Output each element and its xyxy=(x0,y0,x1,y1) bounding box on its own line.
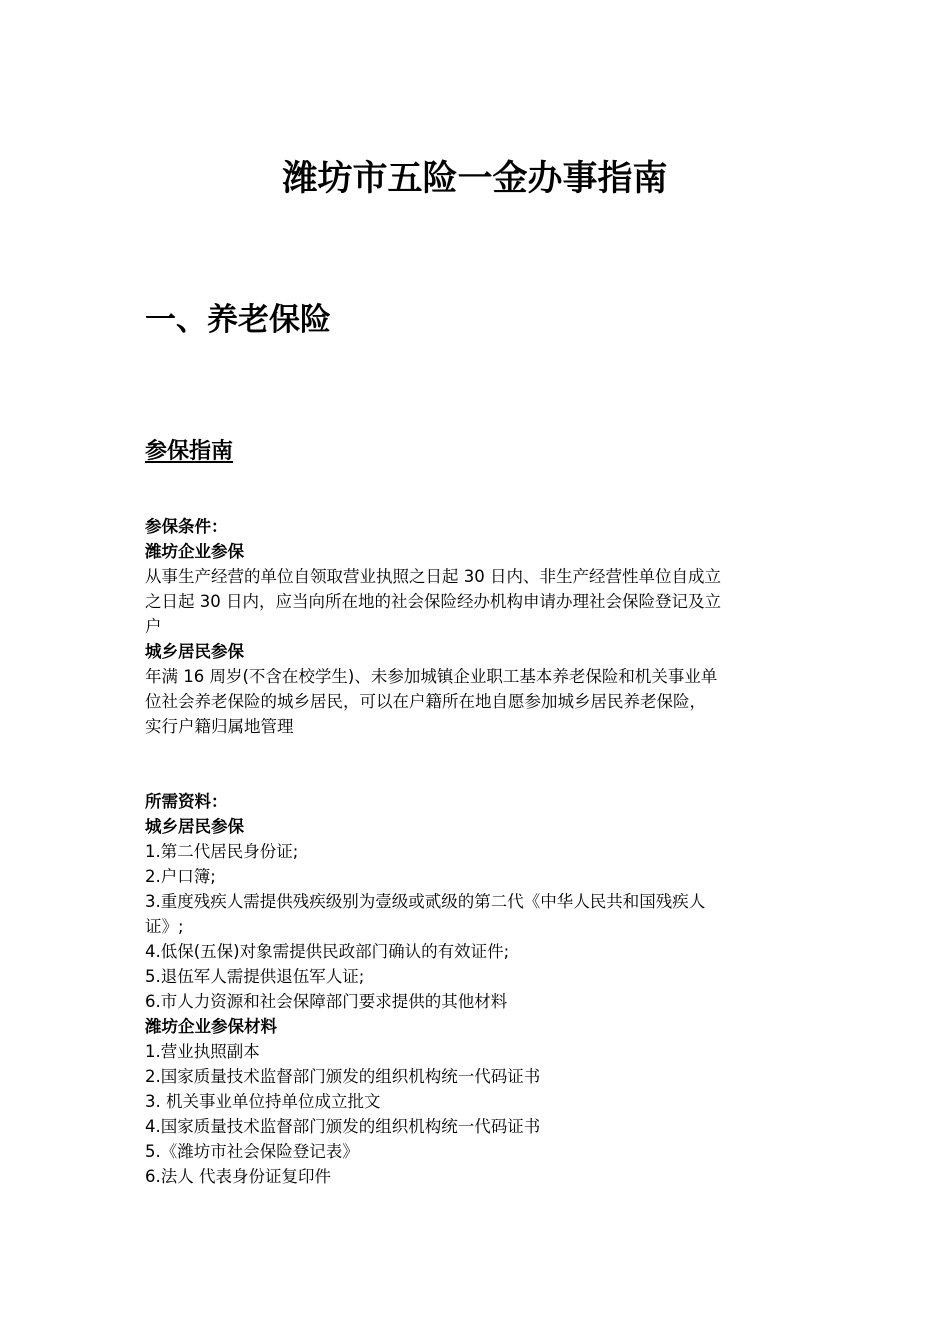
conditions-resident-line: 实行户籍归属地管理 xyxy=(145,717,294,736)
materials-enterprise-item: 3. 机关事业单位持单位成立批文 xyxy=(145,1092,381,1111)
materials-resident-item: 5.退伍军人需提供退伍军人证; xyxy=(145,967,365,986)
section-heading-pension: 一、养老保险 xyxy=(145,302,331,338)
materials-resident-item: 3.重度残疾人需提供残疾级别为壹级或贰级的第二代《中华人民共和国残疾人 xyxy=(145,892,706,911)
materials-resident-item: 4.低保(五保)对象需提供民政部门确认的有效证件; xyxy=(145,942,510,961)
materials-resident-item: 2.户口簿; xyxy=(145,867,216,886)
conditions-resident-line: 位社会养老保险的城乡居民，可以在户籍所在地自愿参加城乡居民养老保险， xyxy=(145,692,706,711)
conditions-enterprise-line: 户 xyxy=(145,617,162,636)
conditions-enterprise-label: 潍坊企业参保 xyxy=(145,542,244,561)
materials-resident-item: 证》; xyxy=(145,917,184,936)
conditions-enterprise-line: 之日起 30 日内，应当向所在地的社会保险经办机构申请办理社会保险登记及立 xyxy=(145,592,721,611)
conditions-label: 参保条件： xyxy=(145,517,228,536)
materials-enterprise-item: 5.《潍坊市社会保险登记表》 xyxy=(145,1142,359,1161)
materials-enterprise-item: 2.国家质量技术监督部门颁发的组织机构统一代码证书 xyxy=(145,1067,541,1086)
materials-resident-item: 1.第二代居民身份证; xyxy=(145,842,299,861)
materials-enterprise-item: 6.法人 代表身份证复印件 xyxy=(145,1167,331,1186)
materials-section xyxy=(145,789,815,1189)
conditions-enterprise-line: 从事生产经营的单位自领取营业执照之日起 30 日内、非生产经营性单位自成立 xyxy=(145,567,721,586)
conditions-resident-line: 年满 16 周岁(不含在校学生)、未参加城镇企业职工基本养老保险和机关事业单 xyxy=(145,667,718,686)
materials-resident-item: 6.市人力资源和社会保障部门要求提供的其他材料 xyxy=(145,992,508,1011)
conditions-resident-label: 城乡居民参保 xyxy=(145,642,244,661)
document-title: 潍坊市五险一金办事指南 xyxy=(282,158,668,199)
materials-enterprise-label: 潍坊企业参保材料 xyxy=(145,1017,277,1036)
materials-label: 所需资料： xyxy=(145,792,228,811)
conditions-section xyxy=(145,514,815,739)
materials-resident-label: 城乡居民参保 xyxy=(145,817,244,836)
materials-enterprise-item: 1.营业执照副本 xyxy=(145,1042,260,1061)
sub-heading-guide: 参保指南 xyxy=(145,439,234,464)
materials-enterprise-item: 4.国家质量技术监督部门颁发的组织机构统一代码证书 xyxy=(145,1117,541,1136)
